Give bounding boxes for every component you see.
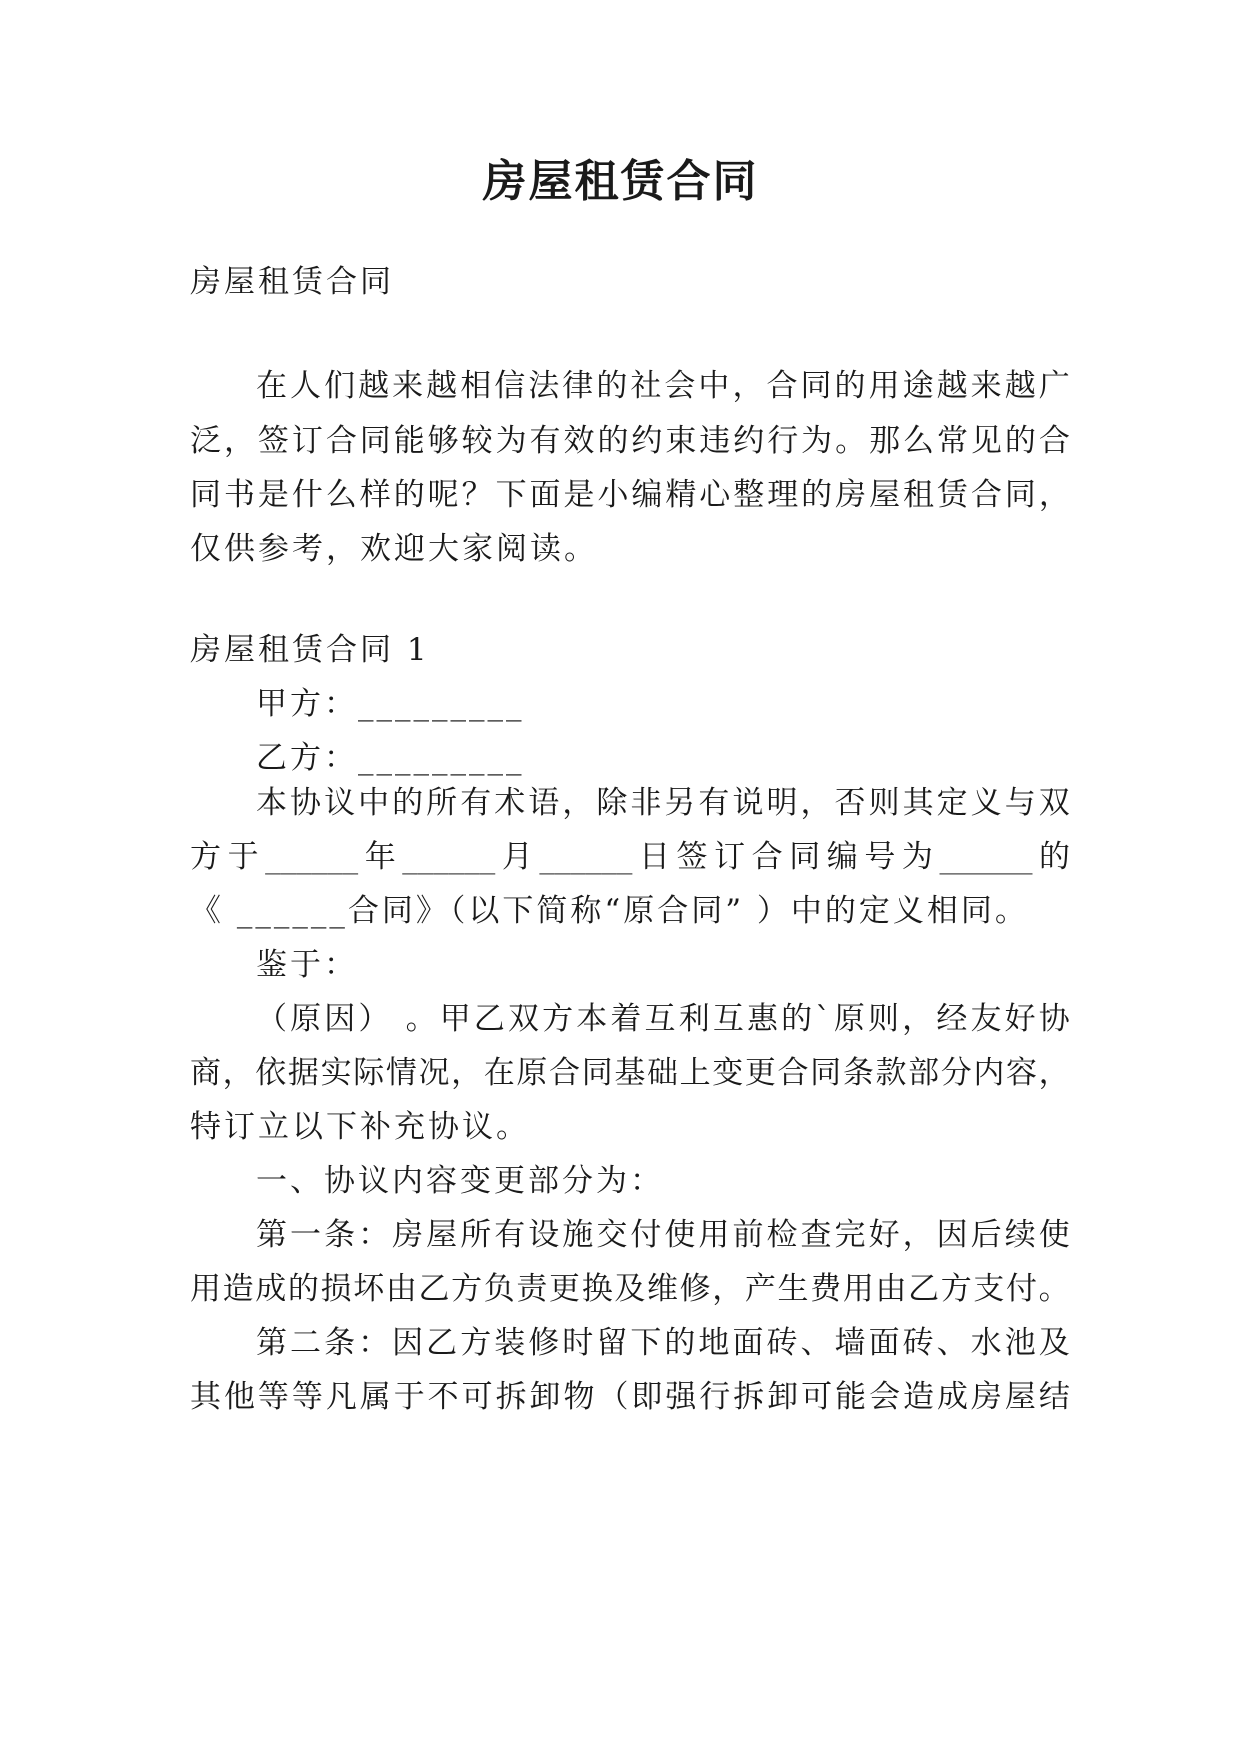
body-line-5: （ 原 因 ） 。 甲 乙 双 方 本 着 互 利 互 惠 的 ` 原 则 ， 经 友 好 协 [256, 1001, 1070, 1037]
intro-line-2: 泛 ， 签 订 合 同 能 够 较 为 有 效 的 约 束 违 约 行 为 。 那 么 常 见 的 合 [190, 423, 1070, 459]
body-line-3: 《 ______合同》（以下简称“原合同” ）中的定义相同。 [190, 893, 1029, 929]
body-line-6: 商 ， 依 据 实 际 情 况 ， 在 原 合 同 基 础 上 变 更 合 同 条 款 部 分 内 容 ， [190, 1055, 1070, 1091]
body-line-2: 方 于 ______ 年 ______ 月 ______ 日 签 订 合 同 编 号 为 ______ 的 [190, 839, 1070, 875]
intro-line-4: 仅供参考，欢迎大家阅读。 [190, 531, 598, 567]
party-b-line: 乙方：_________ [256, 740, 525, 776]
body-line-11: 第 二 条 ： 因 乙 方 装 修 时 留 下 的 地 面 砖 、 墙 面 砖 、 水 池 及 [256, 1325, 1070, 1361]
intro-line-1: 在 人 们 越 来 越 相 信 法 律 的 社 会 中 ， 合 同 的 用 途 越 来 越 广 [256, 368, 1070, 404]
body-line-7: 特订立以下补充协议。 [190, 1109, 530, 1145]
document-title: 房屋租赁合同 [482, 156, 759, 207]
party-a-line: 甲方：_________ [256, 686, 525, 722]
intro-line-3: 同 书 是 什 么 样 的 呢 ？ 下 面 是 小 编 精 心 整 理 的 房 屋 租 赁 合 同 ， [190, 477, 1070, 513]
body-line-8: 一、协议内容变更部分为： [256, 1163, 664, 1199]
body-line-1: 本 协 议 中 的 所 有 术 语 ， 除 非 另 有 说 明 ， 否 则 其 定 义 与 双 [256, 785, 1070, 821]
section-heading: 房屋租赁合同 1 [190, 632, 430, 668]
body-line-9: 第 一 条 ： 房 屋 所 有 设 施 交 付 使 用 前 检 查 完 好 ， 因 后 续 使 [256, 1217, 1070, 1253]
body-line-4: 鉴于： [256, 947, 358, 983]
document-subtitle: 房屋租赁合同 [190, 264, 394, 300]
body-line-10: 用 造 成 的 损 坏 由 乙 方 负 责 更 换 及 维 修 ， 产 生 费 用 由 乙 方 支 付 。 [190, 1271, 1070, 1307]
body-line-12: 其 他 等 等 凡 属 于 不 可 拆 卸 物 （ 即 强 行 拆 卸 可 能 会 造 成 房 屋 结 [190, 1379, 1070, 1415]
